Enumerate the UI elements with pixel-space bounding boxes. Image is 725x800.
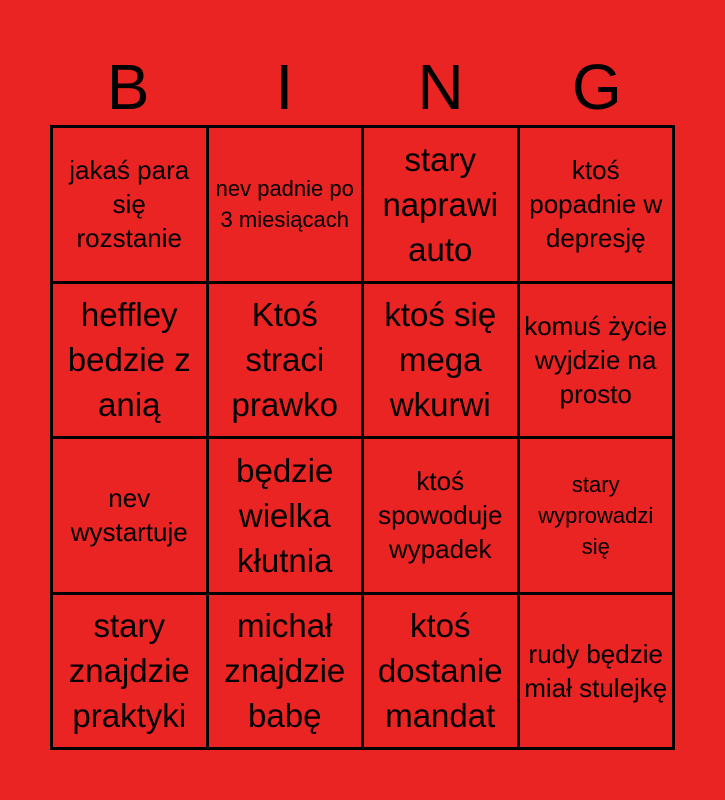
- bingo-cell[interactable]: [209, 128, 362, 281]
- bingo-cell[interactable]: [364, 284, 517, 437]
- cell-text: ktoś popadnie w depresję: [529, 155, 663, 254]
- bingo-cell[interactable]: [209, 595, 362, 748]
- bingo-cell[interactable]: [364, 595, 517, 748]
- bingo-cell[interactable]: [53, 595, 206, 748]
- cell-text: heffley bedzie z anią: [67, 296, 191, 424]
- cell-text: nev padnie po 3 miesiącach: [215, 176, 354, 233]
- cell-text: stary wyprowadzi się: [538, 471, 654, 559]
- cell-text: będzie wielka kłutnia: [236, 451, 334, 579]
- bingo-cell[interactable]: [53, 128, 206, 281]
- cell-text: michał znajdzie babę: [224, 607, 346, 735]
- bingo-cell[interactable]: [364, 439, 517, 592]
- cell-text: rudy będzie miał stulejkę: [524, 638, 668, 703]
- cell-text: ktoś się mega wkurwi: [384, 296, 497, 424]
- cell-text: Ktoś straci prawko: [231, 296, 338, 424]
- bingo-cell[interactable]: [520, 595, 673, 748]
- bingo-cell[interactable]: [520, 284, 673, 437]
- bingo-title: [50, 52, 675, 122]
- bingo-cell[interactable]: [209, 439, 362, 592]
- bingo-cell[interactable]: [53, 284, 206, 437]
- title-letter-n: N: [417, 51, 464, 123]
- bingo-cell[interactable]: [520, 439, 673, 592]
- cell-text: stary naprawi auto: [382, 140, 499, 268]
- bingo-cell[interactable]: [364, 128, 517, 281]
- bingo-board: [50, 125, 675, 750]
- cell-text: komuś życie wyjdzie na prosto: [524, 310, 668, 409]
- cell-text: stary znajdzie praktyki: [68, 607, 190, 735]
- cell-text: nev wystartuje: [70, 483, 188, 548]
- title-letter-g: G: [571, 51, 622, 123]
- cell-text: ktoś spowoduje wypadek: [378, 466, 503, 565]
- title-letter-b: B: [106, 51, 150, 123]
- bingo-cell[interactable]: [53, 439, 206, 592]
- cell-text: jakaś para się rozstanie: [69, 155, 190, 254]
- bingo-cell[interactable]: [520, 128, 673, 281]
- bingo-cell[interactable]: [209, 284, 362, 437]
- cell-text: ktoś dostanie mandat: [377, 607, 503, 735]
- title-letter-i: I: [275, 51, 294, 123]
